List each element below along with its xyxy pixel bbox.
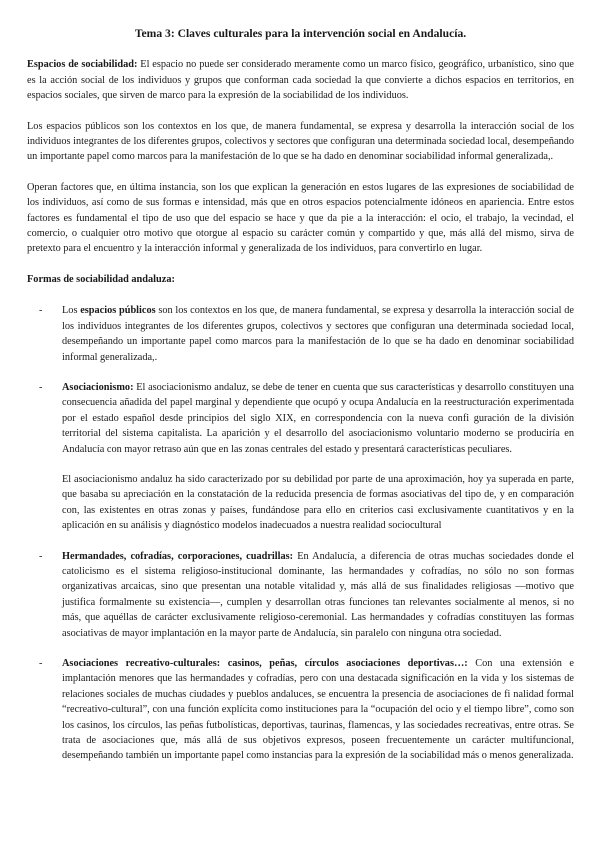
intro-term: Espacios de sociabilidad: <box>27 59 138 71</box>
item-term: Hermandades, cofradías, corporaciones, cuadrillas: <box>62 550 294 562</box>
list-item <box>27 380 574 534</box>
paragraph-public-spaces: Los espacios públicos son los contextos en los que, de manera fundamental, se expresa y desarrolla la interacción social de los individuos integrantes de los diferentes grupos, colectivos y sectores que configuran una determinada sociedad local, desempeñando un importante papel como marcos para la manifestación de lo que se ha dado en denominar sociabilidad informal generalizada,. <box>27 120 574 163</box>
item-text: El asociacionismo andaluz, se debe de tener en cuenta que sus características y desarrollo constituyen una consecuencia añadida del papel marginal y dependiente que ocupó y ocupa Andalucía en la reestructuración experimentada por el estado español desde principios del siglo XIX, en correspondencia con la nueva confi guración de la división territorial del sistema capitalista. La aparición y el desarrollo del asociacionismo voluntario moderno se produciría en Andalucía con mayor retraso aún que en las zonas centrales del estado y presentará características peculiares. <box>62 381 574 455</box>
sociability-forms-list <box>27 303 574 764</box>
list-item <box>27 303 574 365</box>
bullet-dash: - <box>39 550 43 562</box>
list-item <box>27 656 574 764</box>
bullet-dash: - <box>39 381 43 393</box>
item-extra-paragraph: El asociacionismo andaluz ha sido caracterizado por su debilidad por parte de una aproximación, hoy ya superada en parte, que basaba su apreciación en la constatación de la reducida presencia de formas asociativas del tipo de, y en comparación con, las existentes en otras zonas y países, fundándose para ello en criterios casi exclusivamente cuantitativos y en la aplicación en su análisis y diagnóstico modelos inadecuados a nuestra realidad sociocultural <box>62 473 574 532</box>
intro-paragraph <box>27 57 574 103</box>
item-prefix: Los <box>62 305 81 317</box>
bullet-dash: - <box>39 305 43 317</box>
section-heading: Formas de sociabilidad andaluza: <box>27 273 175 285</box>
document-title: Tema 3: Claves culturales para la intervención social en Andalucía. <box>134 27 467 40</box>
item-term: Asociaciones recreativo-culturales: casinos, peñas, círculos asociaciones deportivas…: <box>62 658 468 669</box>
item-text: Con una extensión e implantación menores que las hermandades y cofradías, pero con una destacada significación en la vida y los sistemas de relaciones sociales de muchas ciudades y pueblos andaluces, se encuentra la presencia de asociaciones de fi nalidad formal “recreativo-cultural”, con una función explícita como instituciones para la “ocupación del ocio y el tiempo libre”, como son los casinos, los círculos, las peñas futbolísticas, deportivas, taurinas, flamencas, y las sociedades recreativas, entre otras. Se trata de asociaciones que, más allá de sus objetivos expresos, poseen frecuentemente un carácter multifuncional, desempeñando también un importante papel como instancias para la expresión de la sociabilidad más o menos generalizada. <box>62 658 574 762</box>
item-text: son los contextos en los que, de manera fundamental, se expresa y desarrolla la interacción social de los individuos integrantes de los diferentes grupos, colectivos y sectores que configuran una determinada sociedad local, desempeñando un importante papel como marcos para la manifestación de lo que se ha dado en denominar sociabilidad informal generalizada,. <box>62 305 574 363</box>
bullet-dash: - <box>39 658 43 669</box>
item-term: espacios públicos <box>80 305 156 317</box>
list-item <box>27 549 574 641</box>
intro-text: El espacio no puede ser considerado meramente como un marco físico, geográfico, urbanístico, sino que es la acción social de los individuos y grupos que conforman cada sociedad la que convierte a dichos espacios en territorios, en espacios sociales, que sirven de marco para la expresión de la sociabilidad de los individuos. <box>27 59 575 102</box>
paragraph-factors: Operan factores que, en última instancia, son los que explican la generación en estos lugares de las expresiones de sociabilidad de los individuos, así como de sus formas e intensidad, más que en otros espacios potencialmente idóneos en apariencia. Entre estos factores es fundamental el tipo de uso que del espacio se hace y que da pie a la interacción: el ocio, el trabajo, la vecindad, el comercio, o cualquier otro motivo que otorgue al espacio su carácter común y compartido y que, más allá del mismo, sirva de pretexto para el encuentro y la interacción informal y generalizada de los individuos, para convertirlo en lugar. <box>27 181 574 255</box>
item-term: Asociacionismo: <box>62 381 134 393</box>
item-text: En Andalucía, a diferencia de otras muchas sociedades donde el catolicismo es el sistema religioso-institucional dominante, las hermandades y cofradías, no sólo no son formas organizativas arcaicas, sino que presentan una notable vitalidad y, más allá de sus finalidades religiosas —motivo que justifica formalmente su existencia—, cumplen y desarrollan otras funciones tan relevantes socialmente al menos, si no más, que aquéllas de carácter exclusivamente religioso-ceremonial. Las hermandades y cofradías constituyen las formas asociativas de mayor implantación en la mayor parte de Andalucía, sin paralelo con ninguna otra sociedad. <box>62 550 574 639</box>
